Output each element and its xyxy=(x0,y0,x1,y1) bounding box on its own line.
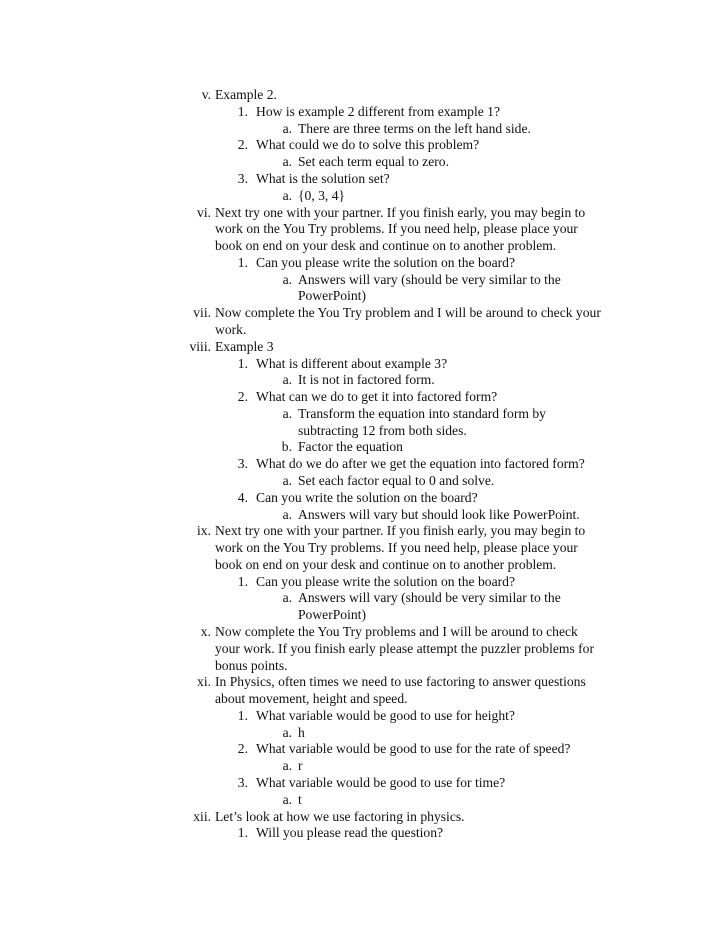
list-marker: a. xyxy=(282,372,292,388)
outline-line-level-1 xyxy=(0,522,728,539)
outline-line-level-3 xyxy=(0,791,728,808)
list-item-text: your work. If you finish early please attempt the puzzler problems for xyxy=(215,640,594,656)
list-item-text: Now complete the You Try problem and I will be around to check your xyxy=(215,305,601,321)
list-marker: 3. xyxy=(237,456,248,472)
outline-line-level-3 xyxy=(0,153,728,170)
outline-line-level-1 xyxy=(0,86,728,103)
list-item-text: There are three terms on the left hand side. xyxy=(298,120,531,136)
outline-line-level-2 xyxy=(0,136,728,153)
outline-line-level-2 xyxy=(0,489,728,506)
outline-line-level-3 xyxy=(0,187,728,204)
outline-line-level-3 xyxy=(0,472,728,489)
list-item-text: Set each factor equal to 0 and solve. xyxy=(298,472,495,488)
list-marker: 1. xyxy=(237,707,248,723)
list-item-text: PowerPoint) xyxy=(298,288,366,304)
outline-line-level-3 xyxy=(0,438,728,455)
list-item-text: What is different about example 3? xyxy=(256,355,448,371)
outline-line-level-3 xyxy=(0,506,728,523)
list-item-text: h xyxy=(298,724,305,740)
list-marker: 4. xyxy=(237,489,248,505)
list-marker: 2. xyxy=(237,389,248,404)
list-marker: 1. xyxy=(237,254,248,270)
list-marker: a. xyxy=(282,724,292,740)
outline-line-level-1 xyxy=(0,237,728,254)
outline-line-level-2 xyxy=(0,824,728,841)
list-marker: a. xyxy=(282,187,292,203)
list-item-text: Answers will vary (should be very similar to the xyxy=(298,590,561,606)
list-item-text: Example 3 xyxy=(215,338,274,354)
list-item-text: Will you please read the question? xyxy=(256,825,444,841)
outline-line-level-3 xyxy=(0,724,728,741)
list-marker: a. xyxy=(282,154,292,170)
outline-line-level-1 xyxy=(0,623,728,640)
list-item-text: Factor the equation xyxy=(298,439,403,455)
list-item-text: What do we do after we get the equation into factored form? xyxy=(256,456,585,472)
outline-line-level-3 xyxy=(0,589,728,606)
list-item-text: Next try one with your partner. If you finish early, you may begin to xyxy=(215,523,586,539)
list-item-text: about movement, height and speed. xyxy=(215,691,408,707)
list-item-text: book on end on your desk and continue on to another problem. xyxy=(215,556,557,572)
outline-line-level-1 xyxy=(0,673,728,690)
list-marker: vii. xyxy=(193,305,211,321)
list-item-text: What can we do to get it into factored form? xyxy=(256,389,498,404)
list-marker: ix. xyxy=(197,523,211,539)
outline-line-level-2 xyxy=(0,455,728,472)
outline-line-level-2 xyxy=(0,573,728,590)
list-item-text: What variable would be good to use for the rate of speed? xyxy=(256,741,571,757)
list-marker: 2. xyxy=(237,137,248,153)
list-marker: 3. xyxy=(237,775,248,790)
list-item-text: work on the You Try problems. If you need help, please place your xyxy=(215,540,578,556)
list-item-text: bonus points. xyxy=(215,657,288,673)
list-item-text: What variable would be good to use for time? xyxy=(256,775,506,790)
outline-line-level-1 xyxy=(0,304,728,321)
list-item-text: Can you please write the solution on the board? xyxy=(256,254,515,270)
outline-line-level-1 xyxy=(0,657,728,674)
list-marker: a. xyxy=(282,590,292,606)
list-marker: a. xyxy=(282,405,292,421)
list-marker: 2. xyxy=(237,741,248,757)
outline-line-level-1 xyxy=(0,204,728,221)
outline-line-level-2 xyxy=(0,740,728,757)
list-item-text: Answers will vary (should be very similar to the xyxy=(298,271,561,287)
list-marker: viii. xyxy=(189,338,211,354)
list-marker: a. xyxy=(282,120,292,136)
list-item-text: subtracting 12 from both sides. xyxy=(298,422,467,438)
list-marker: x. xyxy=(200,624,211,639)
outline-line-level-2 xyxy=(0,103,728,120)
list-marker: xi. xyxy=(197,674,211,690)
outline-line-level-3 xyxy=(0,405,728,422)
outline-line-level-1 xyxy=(0,321,728,338)
list-item-text: It is not in factored form. xyxy=(298,372,435,388)
outline-line-level-2 xyxy=(0,707,728,724)
outline-line-level-3 xyxy=(0,120,728,137)
outline-line-level-3 xyxy=(0,757,728,774)
list-marker: a. xyxy=(282,758,292,774)
list-item-text: What variable would be good to use for height? xyxy=(256,707,515,723)
outline-line-level-1 xyxy=(0,338,728,355)
list-marker: 3. xyxy=(237,170,248,186)
list-marker: b. xyxy=(281,439,292,455)
list-item-text: What is the solution set? xyxy=(256,170,390,186)
outline-line-level-2 xyxy=(0,388,728,405)
list-marker: vi. xyxy=(197,204,211,220)
list-marker: a. xyxy=(282,791,292,807)
outline-line-level-3 xyxy=(0,422,728,439)
list-item-text: In Physics, often times we need to use factoring to answer questions xyxy=(215,674,586,690)
list-item-text: Set each term equal to zero. xyxy=(298,154,449,170)
list-item-text: r xyxy=(298,758,303,774)
outline-line-level-3 xyxy=(0,271,728,288)
list-marker: a. xyxy=(282,271,292,287)
outline-line-level-2 xyxy=(0,254,728,271)
list-marker: 1. xyxy=(237,825,248,841)
list-item-text: Now complete the You Try problems and I will be around to check xyxy=(215,624,578,639)
outline-line-level-1 xyxy=(0,690,728,707)
list-item-text: {0, 3, 4} xyxy=(298,187,346,203)
list-item-text: What could we do to solve this problem? xyxy=(256,137,480,153)
list-item-text: book on end on your desk and continue on to another problem. xyxy=(215,238,557,253)
list-item-text: Can you please write the solution on the board? xyxy=(256,573,515,589)
outline-line-level-1 xyxy=(0,808,728,825)
outline-line-level-3 xyxy=(0,606,728,623)
list-item-text: How is example 2 different from example 1? xyxy=(256,103,500,119)
outline-line-level-2 xyxy=(0,355,728,372)
outline-line-level-1 xyxy=(0,220,728,237)
list-item-text: Answers will vary but should look like PowerPoint. xyxy=(298,506,580,522)
list-item-text: Can you write the solution on the board? xyxy=(256,489,478,505)
list-marker: v. xyxy=(201,87,211,102)
list-item-text: work. xyxy=(215,321,247,337)
outline-line-level-1 xyxy=(0,556,728,573)
list-item-text: Transform the equation into standard form by xyxy=(298,405,546,421)
list-marker: a. xyxy=(282,506,292,522)
outline-line-level-2 xyxy=(0,170,728,187)
list-item-text: PowerPoint) xyxy=(298,607,366,623)
outline-line-level-2 xyxy=(0,774,728,791)
list-item-text: t xyxy=(298,791,302,807)
list-marker: xii. xyxy=(193,808,211,824)
list-marker: a. xyxy=(282,472,292,488)
list-marker: 1. xyxy=(237,103,248,119)
list-item-text: Example 2. xyxy=(215,87,277,102)
list-item-text: Let’s look at how we use factoring in physics. xyxy=(215,808,465,824)
outline-line-level-3 xyxy=(0,287,728,304)
outline-line-level-3 xyxy=(0,371,728,388)
outline-line-level-1 xyxy=(0,539,728,556)
list-item-text: Next try one with your partner. If you finish early, you may begin to xyxy=(215,204,586,220)
list-marker: 1. xyxy=(237,355,248,371)
list-marker: 1. xyxy=(237,573,248,589)
list-item-text: work on the You Try problems. If you need help, please place your xyxy=(215,221,578,237)
outline-line-level-1 xyxy=(0,640,728,657)
